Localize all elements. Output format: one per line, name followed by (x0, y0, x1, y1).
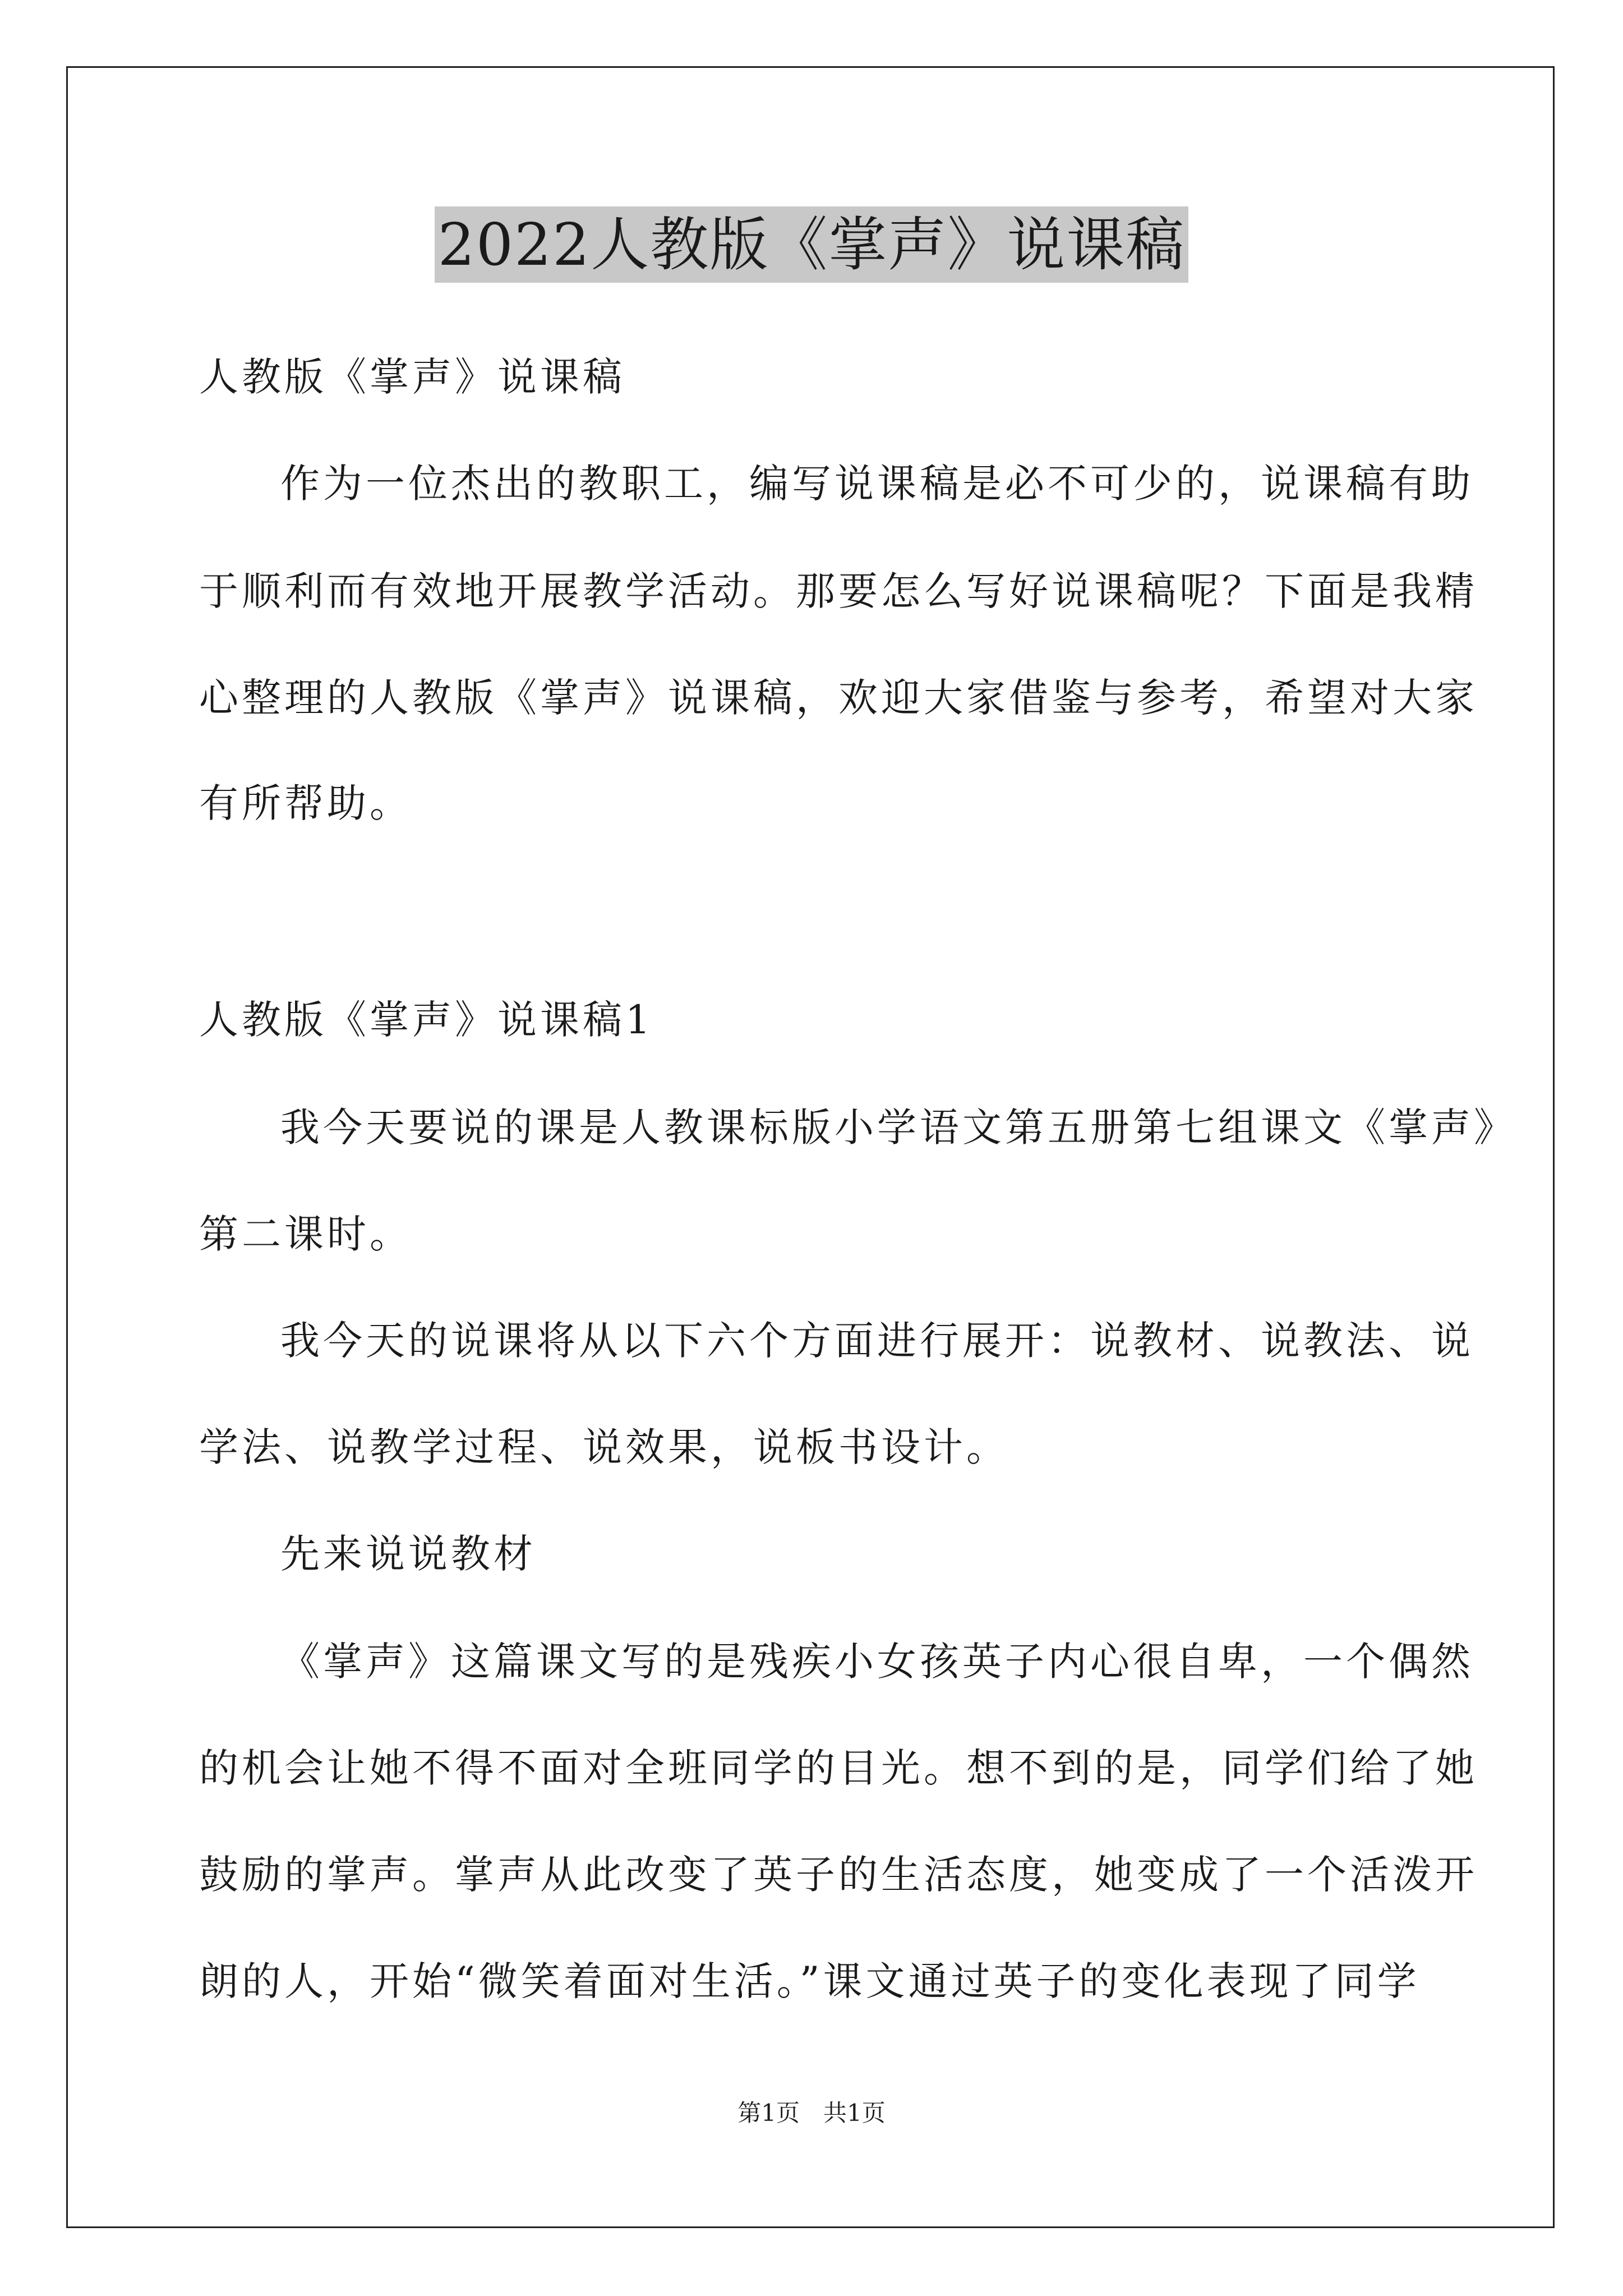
section-heading: 人教版《掌声》说课稿1 (199, 997, 654, 1043)
paragraph-line: 《掌声》这篇课文写的是残疾小女孩英子内心很自卑，一个偶然 (280, 1639, 1474, 1685)
paragraph-line: 有所帮助。 (199, 780, 412, 826)
subtitle-line: 人教版《掌声》说课稿 (199, 354, 625, 400)
paragraph-line: 第二课时。 (199, 1211, 412, 1257)
paragraph-line: 心整理的人教版《掌声》说课稿，欢迎大家借鉴与参考，希望对大家 (199, 675, 1478, 721)
paragraph-line: 学法、说教学过程、说效果，说板书设计。 (199, 1424, 1009, 1470)
paragraph-line: 我今天的说课将从以下六个方面进行展开：说教材、说教法、说 (280, 1318, 1474, 1364)
page-footer: 第1页 共1页 (737, 2099, 886, 2127)
paragraph-line: 先来说说教材 (280, 1531, 536, 1577)
paragraph-line: 作为一位杰出的教职工，编写说课稿是必不可少的，说课稿有助 (280, 461, 1474, 507)
paragraph-line: 于顺利而有效地开展教学活动。那要怎么写好说课稿呢？下面是我精 (199, 568, 1478, 614)
paragraph-line: 我今天要说的课是人教课标版小学语文第五册第七组课文《掌声》 (280, 1105, 1516, 1151)
paragraph-line: 鼓励的掌声。掌声从此改变了英子的生活态度，她变成了一个活泼开 (199, 1852, 1478, 1898)
paragraph-line: 朗的人，开始“微笑着面对生活。”课文通过英子的变化表现了同学 (199, 1958, 1420, 2004)
document-title: 2022人教版《掌声》说课稿 (435, 206, 1189, 283)
paragraph-line: 的机会让她不得不面对全班同学的目光。想不到的是，同学们给了她 (199, 1745, 1478, 1791)
document-title-container (0, 206, 1623, 283)
